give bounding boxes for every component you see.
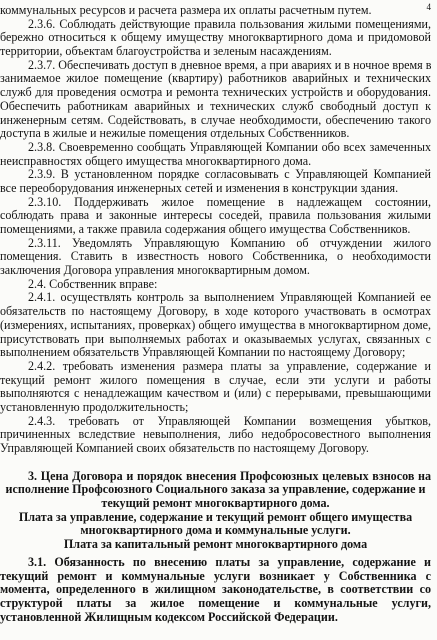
text-line: все переоборудования инженерных сетей и изменения в конструкции здания. <box>0 181 399 195</box>
text-line: бережно относиться к общему имуществу многоквартирного дома и придомовой <box>0 31 431 45</box>
text-line: коммунальных ресурсов и расчета размера их оплаты расчетным путем. <box>0 4 372 17</box>
clause-line: установленной Жилищным кодексом Российской Федерации. <box>0 610 338 624</box>
text-line: выполнением обязательств Управляющей Компании по настоящему Договору; <box>0 346 406 360</box>
text-line: установленную продолжительность; <box>0 400 189 414</box>
text-line: 2.3.6. Соблюдать действующие правила пользования жилыми помещениями, <box>28 17 431 31</box>
text-line: присутствовать при выполняемых работах и оказываемых услугах, связанных с <box>0 332 431 346</box>
text-line: выполняются с ненадлежащим качеством и (или) с перерывами, превышающими <box>0 387 431 401</box>
text-line: помещения. Ставить в известность нового Собственника, о необходимости <box>0 250 431 264</box>
heading-line: 3. Цена Договора и порядок внесения Профсоюзных целевых взносов на <box>28 469 431 483</box>
heading-line: исполнение Профсоюзного Социального заказа за управление, содержание и <box>5 483 426 497</box>
heading-line: текущий ремонт многоквартирного дома. <box>101 497 330 511</box>
text-line: 2.4. Собственник вправе: <box>28 277 158 291</box>
text-line: 2.3.10. Поддерживать жилое помещение в надлежащем состоянии, <box>28 195 431 209</box>
text-line: 2.4.1. осуществлять контроль за выполнением Управляющей Компанией ее <box>28 291 431 305</box>
clause-line: 3.1. Обязанность по внесению платы за управление, содержание и <box>28 555 431 569</box>
text-line: причиненных вследствие невыполнения, либо недобросовестного выполнения <box>0 428 431 442</box>
heading-line: многоквартирного дома и коммунальные услуги. <box>80 524 351 538</box>
text-line: соблюдать права и законные интересы соседей, правила пользования жилыми <box>0 209 431 223</box>
text-line: 2.3.11. Уведомлять Управляющую Компанию об отчуждении жилого <box>28 236 431 250</box>
document-body <box>0 4 431 624</box>
clause-line: момента, определенного в жилищном законодательстве, в соответствии со <box>0 583 431 597</box>
text-line: заключения Договора управления многоквартирным домом. <box>0 264 310 278</box>
heading-line: Плата за управление, содержание и текущий ремонт общего имущества <box>18 510 413 524</box>
section-2-text <box>0 4 431 456</box>
text-line: Обеспечить работникам аварийных и технических служб свободный доступ к <box>0 99 431 113</box>
clause-line: текущий ремонт и коммунальные услуги возникает у Собственника с <box>0 569 431 583</box>
text-line: 2.4.3. требовать от Управляющей Компании возмещения убытков, <box>28 414 431 428</box>
text-line: занимаемое жилое помещение (квартиру) работников аварийных и технических <box>0 72 431 86</box>
text-line: текущий ремонт жилого помещения в случае, если эти услуги и работы <box>0 373 431 387</box>
text-line: неисправностях общего имущества многоквартирного дома. <box>0 154 312 168</box>
text-line: Управляющей Компанией своих обязательств по настоящему Договору. <box>0 442 369 455</box>
page-number: 4 <box>426 2 431 12</box>
clause-line: структурой платы за жилое помещение и коммунальные услуги, <box>0 596 431 610</box>
text-line: 2.4.2. требовать изменения размера платы за управление, содержание и <box>28 359 431 373</box>
text-line: обязательств по настоящему Договору, в ходе которого участвовать в осмотрах <box>0 305 431 319</box>
text-line: 2.3.7. Обеспечивать доступ в дневное время, а при авариях и в ночное время в <box>28 58 431 72</box>
section-3-heading <box>0 470 431 552</box>
heading-line: Плата за капитальный ремонт многоквартирного дома <box>63 538 368 552</box>
clause-3-1 <box>0 556 431 624</box>
section-gap <box>0 456 431 470</box>
text-line: доступа в жилые и нежилые помещения отдельных Собственников. <box>0 127 350 141</box>
text-line: 2.3.8. Своевременно сообщать Управляющей Компании обо всех замеченных <box>28 140 431 154</box>
text-line: инженерным сетям. Содействовать, в случае необходимости, обеспечению такого <box>0 113 431 127</box>
text-line: 2.3.9. В установленном порядке согласовывать с Управляющей Компанией <box>28 168 431 182</box>
text-line: (измерениях, испытаниях, проверках) общего имущества в многоквартирном доме, <box>0 318 431 332</box>
text-line: территории, объектам благоустройства и зеленым насаждениям. <box>0 45 332 59</box>
text-line: помещениями, а также правила содержания общего имущества Собственников. <box>0 223 411 236</box>
text-line: служб для проведения осмотра и ремонта технических устройств и оборудования. <box>0 86 431 100</box>
